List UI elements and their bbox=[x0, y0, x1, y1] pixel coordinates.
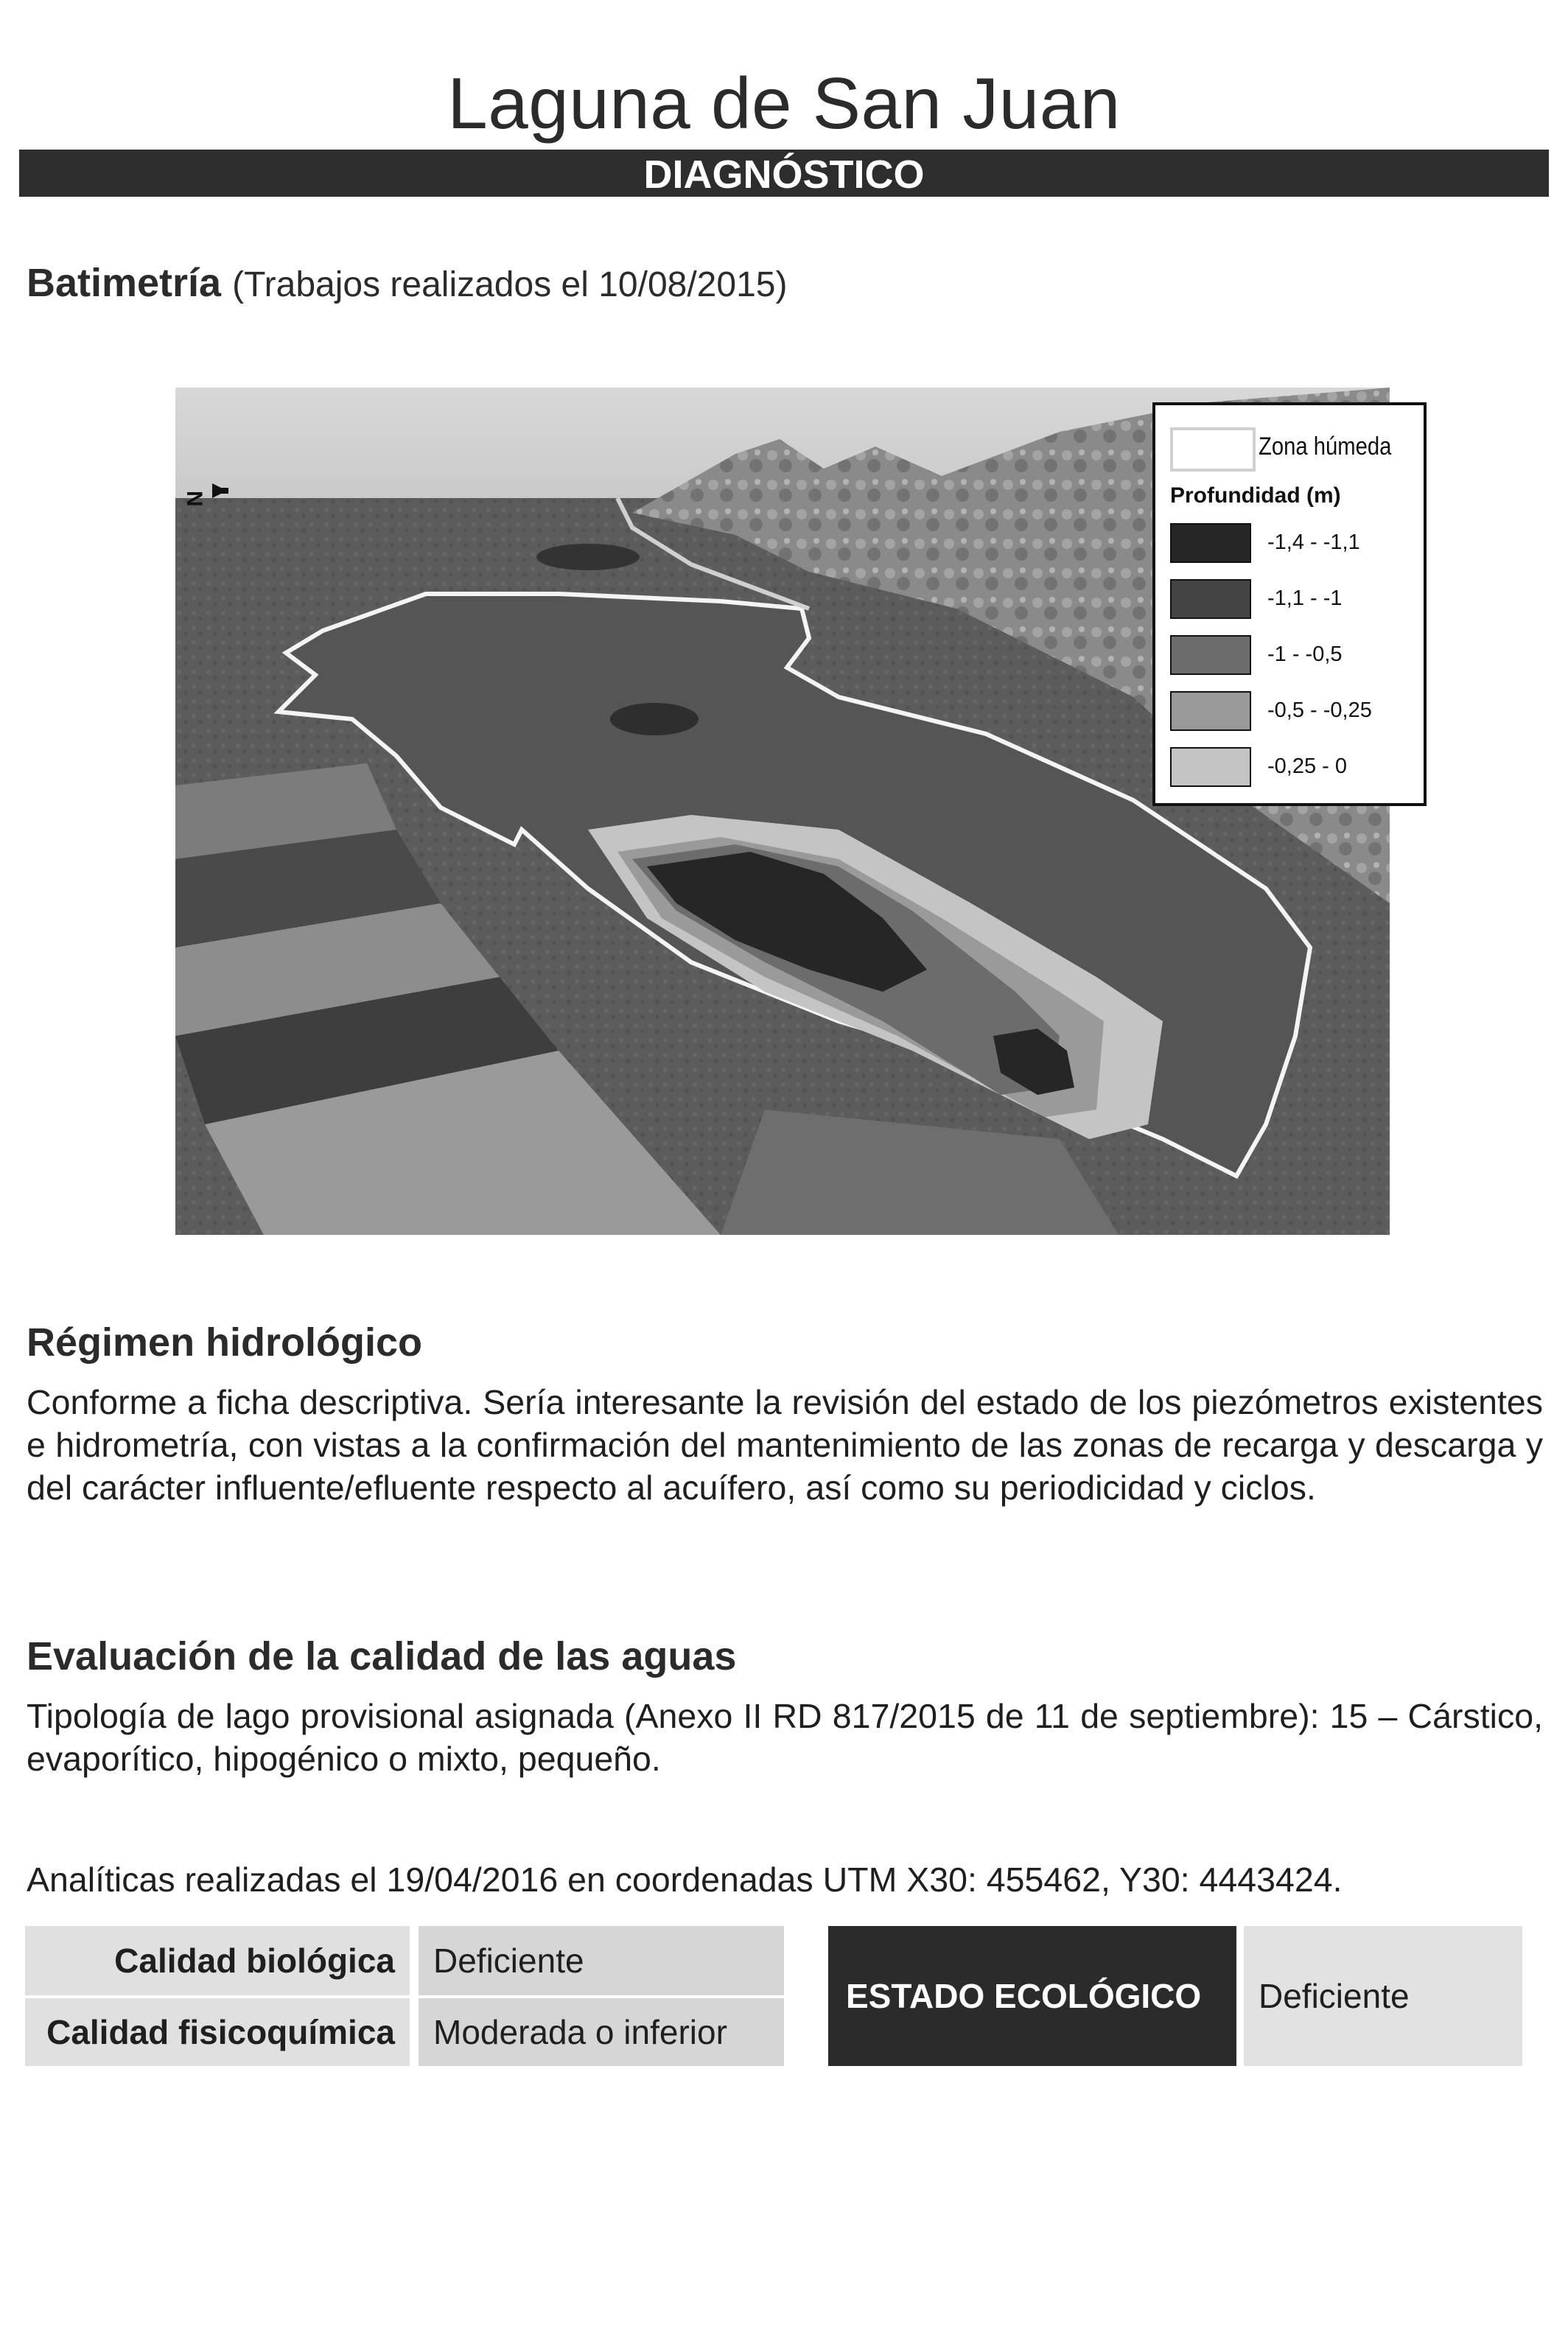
map-legend bbox=[1152, 402, 1427, 806]
map-pond bbox=[610, 703, 699, 735]
legend-row bbox=[1170, 747, 1413, 791]
legend-depth-title: Profundidad (m) bbox=[1170, 483, 1341, 508]
tipologia-text: Tipología de lago provisional asignada (Anexo II RD 817/2015 de 11 de septiembre): 15 – Cárstico, evaporítico, hipogénico o mixto, pequeño. bbox=[27, 1697, 1543, 1778]
legend-swatch bbox=[1170, 635, 1251, 675]
calidad-fisicoquimica-label: Calidad fisicoquímica bbox=[25, 1998, 410, 2066]
legend-swatch bbox=[1170, 579, 1251, 619]
calidad-fisicoquimica-value: Moderada o inferior bbox=[419, 1998, 784, 2066]
legend-zone-label: Zona húmeda bbox=[1259, 433, 1392, 461]
batimetria-date: (Trabajos realizados el 10/08/2015) bbox=[232, 265, 788, 304]
calidad-biologica-label: Calidad biológica bbox=[25, 1926, 410, 1995]
map-pond bbox=[536, 544, 640, 570]
legend-swatch bbox=[1170, 747, 1251, 787]
estado-ecologico-label: ESTADO ECOLÓGICO bbox=[828, 1926, 1236, 2066]
analiticas-text: Analíticas realizadas el 19/04/2016 en coordenadas UTM X30: 455462, Y30: 4443424. bbox=[27, 1860, 1343, 1899]
calidad-heading: Evaluación de la calidad de las aguas bbox=[27, 1634, 737, 1678]
legend-label: -0,25 - 0 bbox=[1267, 754, 1347, 778]
legend-label: -0,5 - -0,25 bbox=[1267, 698, 1372, 722]
batimetria-title: Batimetría bbox=[27, 261, 222, 305]
legend-zone-swatch bbox=[1170, 427, 1256, 472]
legend-label: -1 - -0,5 bbox=[1267, 642, 1343, 666]
legend-label: -1,1 - -1 bbox=[1267, 586, 1343, 610]
regimen-heading: Régimen hidrológico bbox=[27, 1320, 423, 1365]
legend-row bbox=[1170, 579, 1413, 623]
legend-swatch bbox=[1170, 523, 1251, 563]
legend-swatch bbox=[1170, 691, 1251, 731]
regimen-text: Conforme a ficha descriptiva. Sería interesante la revisión del estado de los piezómetros existentes e hidrometría, con vistas a la confirmación del mantenimiento de las zonas de recarga y descarga y del carácter influente/efluente respecto al acuífero, así como su periodicidad y ciclos. bbox=[27, 1383, 1543, 1507]
legend-label: -1,4 - -1,1 bbox=[1267, 531, 1360, 554]
north-label: N bbox=[182, 491, 206, 507]
batimetria-heading bbox=[27, 259, 787, 309]
calidad-biologica-value: Deficiente bbox=[419, 1926, 784, 1995]
legend-row bbox=[1170, 691, 1413, 735]
estado-ecologico-value: Deficiente bbox=[1244, 1926, 1522, 2066]
legend-row bbox=[1170, 635, 1413, 679]
section-band-diagnostico: DIAGNÓSTICO bbox=[19, 150, 1549, 197]
legend-row bbox=[1170, 523, 1413, 567]
page-title: Laguna de San Juan bbox=[447, 63, 1121, 144]
